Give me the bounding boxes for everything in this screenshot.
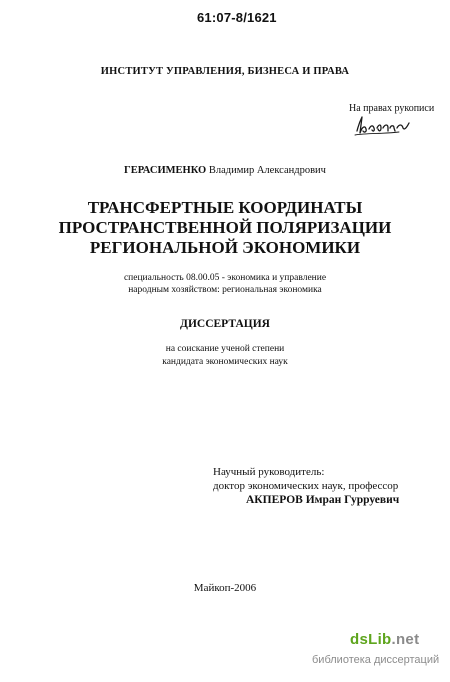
title-line-3: РЕГИОНАЛЬНОЙ ЭКОНОМИКИ [89, 238, 361, 257]
watermark-brand-main: dsLib [350, 631, 392, 648]
author-surname: ГЕРАСИМЕНКО [124, 165, 207, 176]
degree-line-2: кандидата экономических наук [162, 357, 288, 367]
handwritten-signature [353, 113, 415, 139]
specialty-line-1: специальность 08.00.05 - экономика и управление [123, 273, 327, 283]
archive-code: 61:07-8/1621 [197, 10, 277, 25]
supervisor-name: АКПЕРОВ Имран Гурруевич [246, 494, 400, 506]
author-line [0, 165, 450, 176]
watermark-caption: библиотека диссертаций [312, 654, 440, 666]
supervisor-degree: доктор экономических наук, профессор [213, 480, 399, 492]
specialty-line-2: народным хозяйством: региональная экономика [128, 285, 322, 295]
title-line-1: ТРАНСФЕРТНЫЕ КООРДИНАТЫ [87, 198, 363, 217]
author-name: Владимир Александрович [208, 165, 326, 176]
work-type: ДИССЕРТАЦИЯ [180, 318, 270, 330]
institute-name: ИНСТИТУТ УПРАВЛЕНИЯ, БИЗНЕСА И ПРАВА [100, 66, 350, 77]
rights-note: На правах рукописи [349, 103, 435, 114]
title-line-2: ПРОСТРАНСТВЕННОЙ ПОЛЯРИЗАЦИИ [58, 218, 392, 237]
degree-line-1: на соискание ученой степени [165, 344, 285, 354]
watermark-brand-tld: .net [391, 631, 420, 648]
city-year: Майкоп-2006 [193, 582, 257, 594]
watermark-brand[interactable] [350, 631, 419, 648]
supervisor-label: Научный руководитель: [213, 466, 325, 478]
